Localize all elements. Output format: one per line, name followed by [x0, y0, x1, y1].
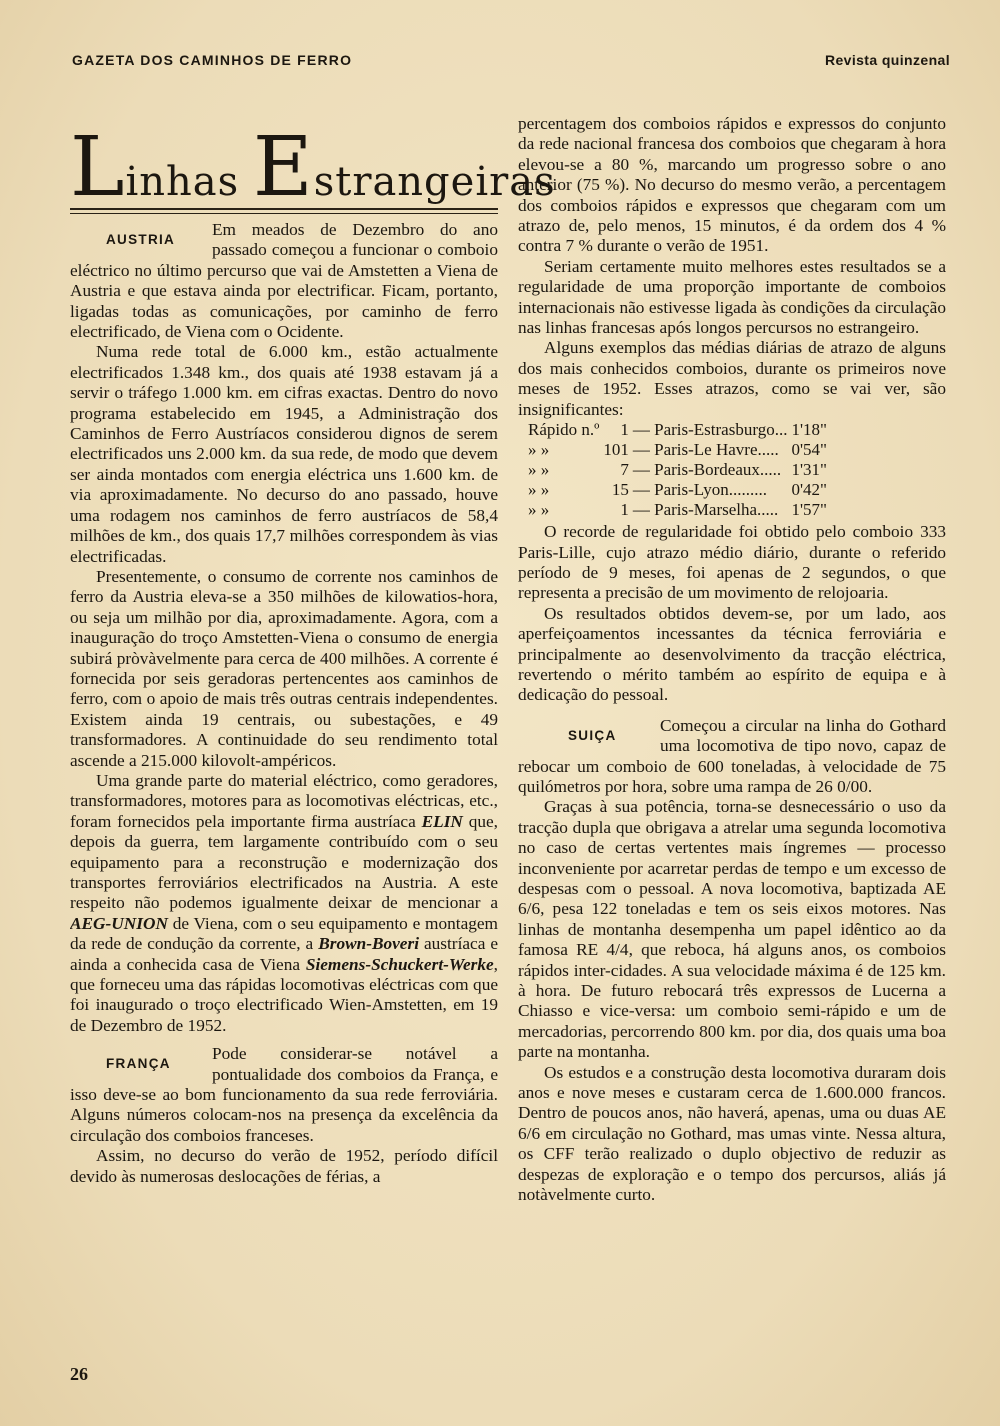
running-head	[72, 52, 950, 72]
delay-time: 1'57"	[791, 500, 827, 520]
right-column	[518, 114, 946, 1206]
austria-p4-part-c: de Viena, com o seu equipamento e montagem da rede de condução da corrente, a	[70, 913, 498, 954]
austria-p4-part-e: , que forneceu uma das rápidas locomotivas eléctricas com que foi inaugurado o troço electrificado Wien-Amstetten, em 19 de Dezembro de 1952.	[70, 954, 498, 1035]
section-label-franca: FRANÇA	[106, 1056, 171, 1072]
title-initial-e: E	[252, 120, 314, 215]
publication-title: GAZETA DOS CAMINHOS DE FERRO	[72, 52, 353, 68]
delay-row	[528, 420, 831, 440]
delay-row	[528, 480, 831, 500]
article-title-block	[70, 108, 556, 215]
delay-route: — Paris-Marselha.....	[632, 500, 779, 520]
delay-route: — Paris-Le Havre.....	[632, 440, 779, 460]
delay-train-label: » »	[528, 500, 550, 520]
austria-paragraph-4	[70, 771, 498, 1036]
austria-p4-part-d: austríaca e ainda a conhecida casa de Viena	[70, 934, 498, 974]
delay-train-number: 15	[611, 480, 629, 500]
austria-paragraph-1: Em meados de Dezembro do ano passado começou a funcionar o comboio eléctrico no último percurso que vai de Amstetten a Viena de Austria e que estava ainda por electrificar. Ficam, portanto, ligadas todas as comunicações, por caminho de ferro electrificado, de Viena com o Ocidente.	[70, 220, 498, 342]
left-column	[70, 108, 556, 1187]
title-initial-l: L	[70, 120, 126, 215]
delay-route: — Paris-Estrasburgo...	[632, 420, 788, 440]
title-word-2: strangeiras	[313, 159, 556, 205]
franca-paragraph-3: Seriam certamente muito melhores estes resultados se a regularidade de uma proporção importante de comboios internacionais não estivesse ligada às condições da circulação nas linhas francesas após longos percursos no estrangeiro.	[518, 256, 946, 338]
delay-time: 1'18"	[791, 420, 827, 440]
company-elin: ELIN	[421, 811, 463, 831]
delay-train-label: Rápido n.º	[528, 420, 600, 440]
delay-train-number: 101	[603, 440, 629, 460]
delay-train-label: » »	[528, 440, 550, 460]
franca-paragraph-2-continued: percentagem dos comboios rápidos e expressos do conjunto da rede nacional francesa dos comboios que chegaram à hora elevou-se a 80 %, marcando um progresso sobre o ano anterior (75 %). No decurso do mesmo verão, a percentagem dos comboios rápidos e expressos que chegaram com um atrazo de, pelo menos, 15 minutos, é da ordem dos 4 % contra 7 % durante o verão de 1951.	[518, 114, 946, 256]
company-aeg-union: AEG-UNION	[70, 913, 168, 933]
austria-paragraph-3: Presentemente, o consumo de corrente nos caminhos de ferro da Austria eleva-se a 350 milhões de kilowatios-hora, ou seja um milhão por dia, aproximadamente. Agora, com a inauguração do troço Amstetten-Viena o consumo de energia subirá pròvàvelmente para cerca de 400 milhões. A corrente é fornecida por seis geradoras pertencentes aos caminhos de ferro, com o apoio de mais três outras centrais independentes. Existem ainda 19 centrais, ou subestações, e 49 transformadores. A continuidade do seu rendimento total ascende a 215.000 kilovolt-ampéricos.	[70, 566, 498, 770]
title-word-1: inhas	[125, 159, 253, 205]
delay-train-number: 7	[620, 460, 629, 480]
delay-row	[528, 440, 831, 460]
delay-time: 0'42"	[791, 480, 827, 500]
company-siemens: Siemens-Schuckert-Werke	[305, 954, 494, 974]
franca-paragraph-4: Alguns exemplos das médias diárias de atrazo de alguns dos mais conhecidos comboios, durante os primeiros nove meses de 1952. Esses atrazos, como se vai ver, são insignificantes:	[518, 338, 946, 419]
franca-paragraph-5: O recorde de regularidade foi obtido pelo comboio 333 Paris-Lille, cujo atrazo médio diário, durante o referido período de 9 meses, foi apenas de 2 segundos, o que representa a precisão de um movimento de relojoaria.	[518, 522, 946, 603]
section-austria	[70, 220, 498, 1036]
austria-p4-part-a: Uma grande parte do material eléctrico, como geradores, transformadores, motores para as locomotivas eléctricas, etc., foram fornecidos pela importante firma austríaca	[70, 770, 498, 831]
section-label-austria: AUSTRIA	[106, 232, 176, 247]
delay-train-number: 1	[620, 420, 629, 440]
title-underline	[70, 213, 498, 214]
delay-route: — Paris-Bordeaux.....	[632, 460, 782, 480]
publication-subtitle: Revista quinzenal	[824, 52, 950, 68]
suica-paragraph-3: Os estudos e a construção desta locomotiva duraram dois anos e nove meses e custaram cerca de 1.600.000 francos. Dentro de poucos anos, não haverá, apenas, uma ou duas AE 6/6 em circulação no Gothard, mas umas vinte. Nessa altura, os CFF terão realizado o duplo objectivo de reduzir as despezas de exploração e o tempo dos percursos, aliás já notàvelmente curto.	[518, 1062, 946, 1205]
franca-paragraph-2-start: Assim, no decurso do verão de 1952, período difícil devido às numerosas deslocações de férias, a	[70, 1146, 498, 1186]
delay-time: 1'31"	[791, 460, 827, 480]
delay-train-label: » »	[528, 460, 550, 480]
austria-p4-part-b: que, depois da guerra, tem largamente contribuído com o seu equipamento para a reconstrução e modernização dos transportes ferroviários electrificados na Austria. A este respeito não podemos igualmente deixar de mencionar a	[70, 811, 498, 913]
page-number: 26	[70, 1364, 88, 1384]
delay-table	[528, 420, 831, 520]
company-brown-boveri: Brown-Boveri	[318, 934, 420, 954]
section-franca	[70, 1044, 498, 1187]
delay-train-label: » »	[528, 480, 550, 500]
delay-row	[528, 460, 831, 480]
suica-paragraph-2: Graças à sua potência, torna-se desnecessário o uso da tracção dupla que obrigava a atrelar uma segunda locomotiva no caso de certas vertentes mais íngremes — processo inconveniente por acarretar perdas de tempo e um excesso de despesas com o pessoal. A nova locomotiva, baptizada AE 6/6, pesa 122 toneladas e tem os seis eixos motores. Nas linhas de montanha desempenha um papel idêntico ao da famosa RE 4/4, que reboca, há alguns anos, os comboios rápidos inter-cidades. A sua velocidade máxima é de 125 km. à hora. De futuro rebocará três expressos de Lucerna a Chiasso e vice-versa: um comboio semi-rápido e um de mercadorias, percorrendo 800 km. por dia, dos quais uma boa parte na montanha.	[518, 797, 946, 1062]
delay-row	[528, 500, 831, 520]
delay-train-number: 1	[620, 500, 629, 520]
article-title	[70, 120, 556, 215]
section-label-suica: SUIÇA	[568, 727, 617, 743]
franca-paragraph-6: Os resultados obtidos devem-se, por um lado, aos aperfeiçoamentos incessantes da técnica ferroviária e principalmente ao desenvolvimento da tracção eléctrica, revertendo o mérito também ao espírito de equipa e à dedicação do pessoal.	[518, 603, 946, 705]
suica-paragraph-1: Começou a circular na linha do Gothard uma locomotiva de tipo novo, capaz de rebocar um comboio de 600 toneladas, à velocidade de 75 quilómetros por hora, sobre uma rampa de 26 0/00.	[518, 715, 946, 796]
delay-time: 0'54"	[791, 440, 827, 460]
austria-paragraph-2: Numa rede total de 6.000 km., estão actualmente electrificados 1.348 km., dos quais até 1938 estavam já a servir o tráfego 1.000 km. em cifras exactas. Dentro do novo programa estabelecido em 1945, a Administração dos Caminhos de Ferro Austríacos considerou dignos de serem electrificados uns 2.000 km. da sua rede, de modo que devem ser ainda montados com energia eléctrica uns 1.600 km. de via aproximadamente. No decurso do ano passado, houve uma rodagem nos caminhos de ferro austríacos de 58,4 milhões de km., dos quais 17,7 milhões correspondem às vias electrificadas.	[70, 342, 498, 566]
delay-route: — Paris-Lyon.........	[632, 480, 767, 500]
section-suica	[518, 716, 946, 1206]
franca-paragraph-1: Pode considerar-se notável a pontualidade dos comboios da França, e isso deve-se ao bom funcionamento da sua rede ferroviária. Alguns números colocam-nos na presença da excelência da circulação dos comboios franceses.	[70, 1044, 498, 1145]
